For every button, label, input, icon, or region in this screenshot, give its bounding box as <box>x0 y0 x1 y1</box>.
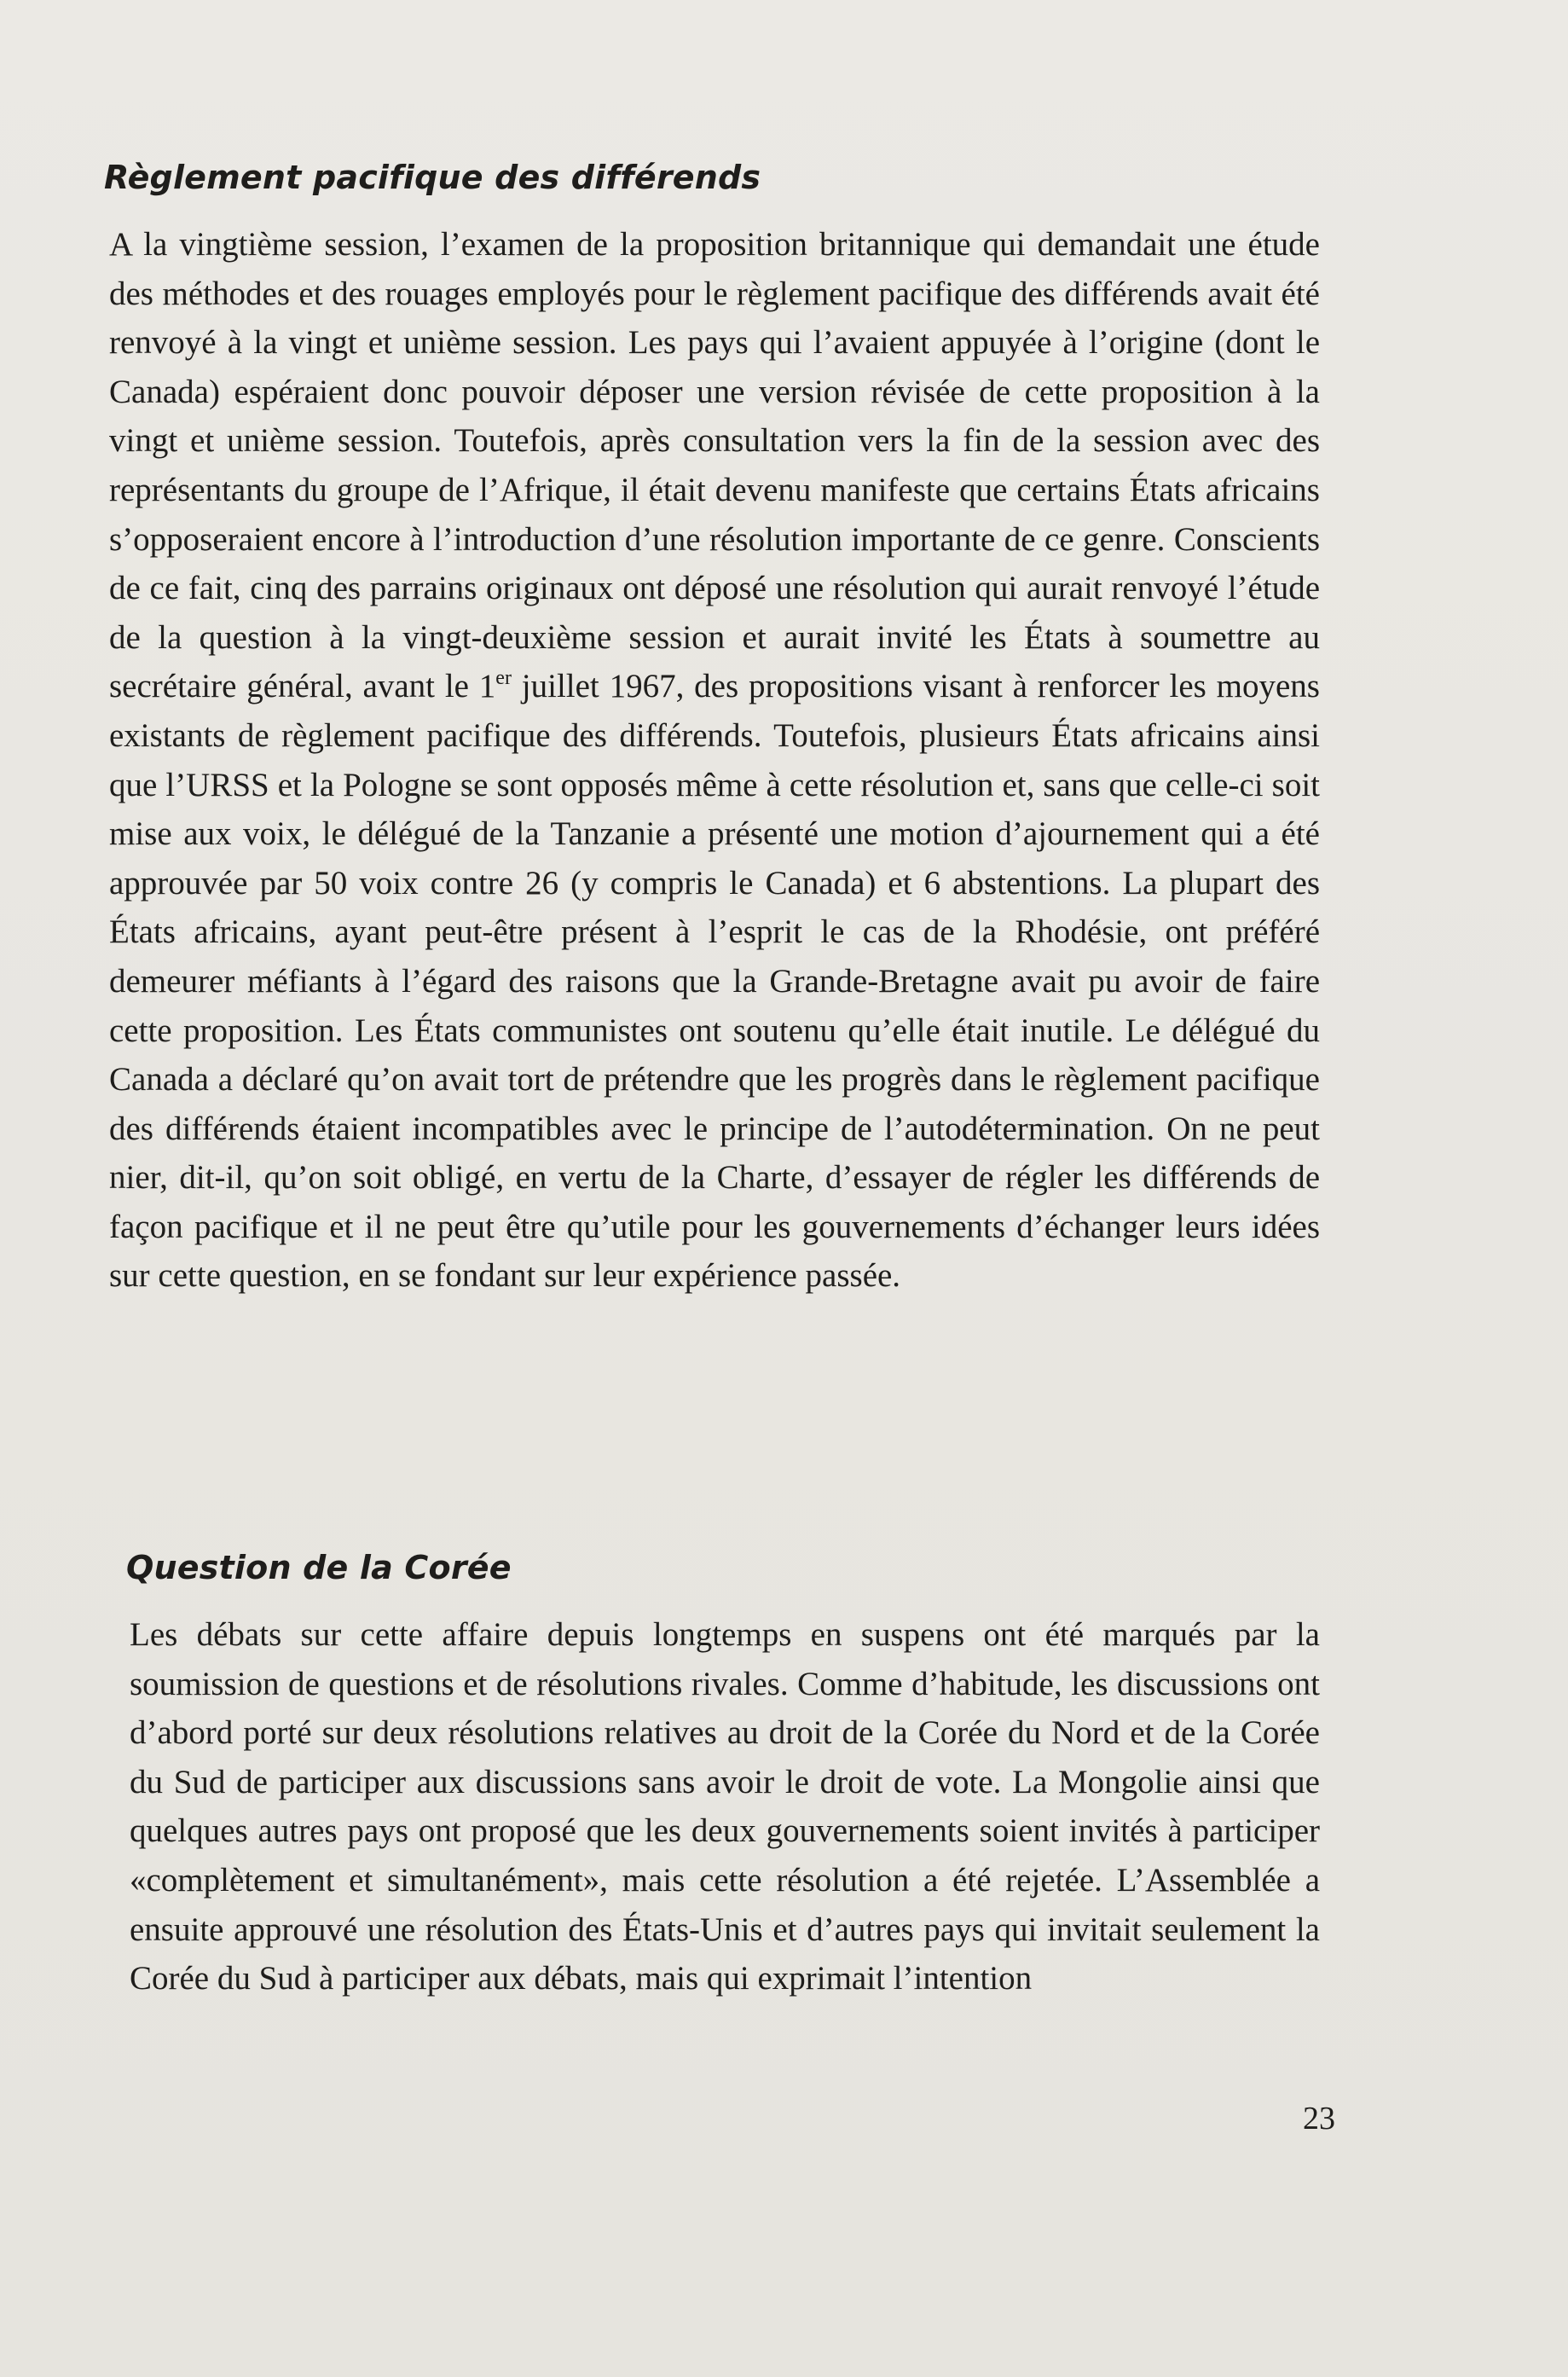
page-number: 23 <box>1303 2101 1335 2136</box>
paragraph-text-part-2: juillet 1967, des propositions visant à renforcer les moyens existants de règlement pacifique des différends. Toutefois, plusieurs États africains ainsi que l’URSS et la Pologne se sont opposés même à cette résolution et, sans que celle-ci soit mise aux voix, le délégué de la Tanzanie a présenté une motion d’ajournement qui a été approuvée par 50 voix contre 26 (y compris le Canada) et 6 abstentions. La plupart des États africains, ayant peut-être présent à l’esprit le cas de la Rhodésie, ont préféré demeurer méfiants à l’égard des raisons que la Grande-Bretagne avait pu avoir de faire cette proposition. Les États communistes ont soutenu qu’elle était inutile. Le délégué du Canada a déclaré qu’on avait tort de prétendre que les progrès dans le règlement pacifique des différends étaient incompatibles avec le principe de l’autodétermination. On ne peut nier, dit-il, qu’on soit obligé, en vertu de la Charte, d’essayer de régler les différends de façon pacifique et il ne peut être qu’utile pour les gouvernements d’échanger leurs idées sur cette question, en se fondant sur leur expérience passée. <box>109 668 1320 1295</box>
section-body-reglement-pacifique <box>109 220 1320 1301</box>
paragraph-text-part-1: A la vingtième session, l’examen de la proposition britannique qui demandait une étude des méthodes et des rouages employés pour le règlement pacifique des différends avait été renvoyé à la vingt et unième session. Les pays qui l’avaient appuyée à l’origine (dont le Canada) espéraient donc pouvoir déposer une version révisée de cette proposition à la vingt et unième session. Toutefois, après consultation vers la fin de la session avec des représentants du groupe de l’Afrique, il était devenu manifeste que certains États africains s’opposeraient encore à l’introduction d’une résolution importante de ce genre. Conscients de ce fait, cinq des parrains originaux ont déposé une résolution qui aurait renvoyé l’étude de la question à la vingt-deuxième session et aurait invité les États à soumettre au secrétaire général, avant le 1 <box>109 226 1320 705</box>
paragraph-reglement-pacifique <box>109 220 1320 1301</box>
section-heading-question-coree: Question de la Corée <box>126 1549 512 1586</box>
section-heading-reglement-pacifique: Règlement pacifique des différends <box>104 159 761 196</box>
section-body-question-coree <box>130 1610 1320 2003</box>
paragraph-question-coree: Les débats sur cette affaire depuis longtemps en suspens ont été marqués par la soumission de questions et de résolutions rivales. Comme d’habitude, les discussions ont d’abord porté sur deux résolutions relatives au droit de la Corée du Nord et de la Corée du Sud de participer aux discussions sans avoir le droit de vote. La Mongolie ainsi que quelques autres pays ont proposé que les deux gouvernements soient invités à participer «complètement et simultanément», mais cette résolution a été rejetée. L’Assemblée a ensuite approuvé une résolution des États-Unis et d’autres pays qui invitait seulement la Corée du Sud à participer aux débats, mais qui exprimait l’intention <box>130 1616 1320 1997</box>
superscript-er: er <box>495 667 512 690</box>
